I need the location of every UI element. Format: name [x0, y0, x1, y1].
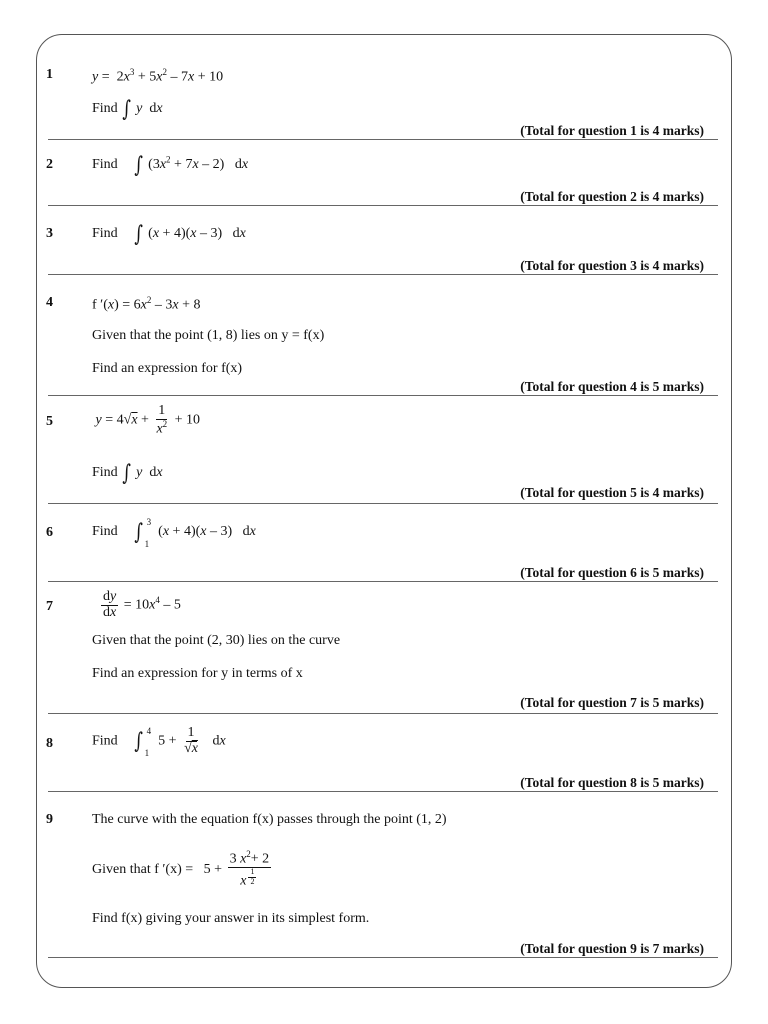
question-total: (Total for question 5 is 4 marks): [520, 485, 704, 500]
question-number: 7: [46, 599, 53, 614]
fraction: $\frac{dy}{dx}$: [103, 589, 117, 620]
question-number: 9: [46, 812, 53, 827]
q1-find: Find ∫ y dx: [92, 97, 163, 122]
divider: [48, 395, 718, 396]
divider: [48, 503, 718, 504]
q7-equation: $\frac{dy}{dx}$ = $10x^4 - 5$: [103, 589, 181, 620]
question-total: (Total for question 8 is 5 marks): [520, 775, 704, 790]
integral-sign: ∫: [134, 153, 144, 178]
find-label: Find: [92, 524, 118, 539]
question-number: 2: [46, 157, 53, 172]
question-total: (Total for question 9 is 7 marks): [520, 941, 704, 956]
q4-equation: f $'(x) = 6x^2 - 3x + 8$: [92, 295, 201, 313]
integral-sign: ∫: [122, 97, 132, 122]
integral-sign: ∫: [122, 461, 132, 486]
q9-intro: The curve with the equation f(x) passes through the point (1, 2): [92, 812, 447, 827]
given-equation: y = f(x): [281, 328, 325, 343]
find-label: Find: [92, 733, 118, 749]
divider: [48, 581, 718, 582]
question-number: 4: [46, 295, 53, 310]
given-text: Given that the point (1, 8) lies on: [92, 328, 278, 343]
find-label: Find: [92, 157, 118, 172]
find-label: Find: [92, 465, 118, 480]
fraction: 3 $x^2+ 2$ x $^{\frac{1}{2}}$: [229, 849, 270, 889]
q7-given: Given that the point (2, 30) lies on the curve: [92, 633, 341, 648]
question-number: 1: [46, 67, 53, 82]
question-total: (Total for question 3 is 4 marks): [520, 258, 704, 273]
fraction: $\frac{1}{√x}$: [184, 725, 198, 756]
find-label: Find: [92, 101, 118, 116]
q9-given: Given that f ′(x) = 5 + 3 $x^2+ 2$ x $^{\frac{1}{2}}$: [92, 849, 270, 889]
question-total: (Total for question 1 is 4 marks): [520, 123, 704, 138]
question-total: (Total for question 2 is 4 marks): [520, 189, 704, 204]
divider: [48, 957, 718, 958]
divider: [48, 791, 718, 792]
q5-equation: y = 4√x + $\frac{1}{x^2}$ + 10: [95, 403, 201, 437]
question-number: 6: [46, 525, 53, 540]
question-number: 3: [46, 226, 53, 241]
q4-given: [92, 328, 324, 344]
divider: [48, 274, 718, 275]
q9-find: Find f(x) giving your answer in its simplest form.: [92, 911, 370, 926]
q8-find: Find ∫ 4 1 5 + $\frac{1}{√x}$ dx: [92, 725, 226, 759]
q7-find: Find an expression for y in terms of x: [92, 666, 303, 681]
q5-find: Find ∫ y dx: [92, 461, 163, 486]
divider: [48, 139, 718, 140]
q4-find: Find an expression for f(x): [92, 361, 243, 376]
question-total: (Total for question 7 is 5 marks): [520, 695, 704, 710]
divider: [48, 205, 718, 206]
question-number: 8: [46, 736, 53, 751]
find-label: Find: [92, 226, 118, 241]
given-label: Given that f ′(x) =: [92, 862, 194, 878]
integral-sign: ∫: [134, 222, 144, 247]
question-number: 5: [46, 414, 53, 429]
q1-equation: $y = 2x^3 + 5x^2 - 7x + 10$: [92, 67, 224, 85]
q3-find: Find ∫ (x + 4)(x – 3) dx: [92, 222, 246, 247]
q2-find: Find ∫ $(3x^2 + 7x - 2)$ dx: [92, 153, 249, 178]
integral-sign: ∫: [134, 729, 144, 755]
question-total: (Total for question 4 is 5 marks): [520, 379, 704, 394]
divider: [48, 713, 718, 714]
question-total: (Total for question 6 is 5 marks): [520, 565, 704, 580]
integral-sign: ∫: [134, 520, 144, 545]
q6-find: Find ∫ 3 1 (x + 4)(x – 3) dx: [92, 517, 256, 549]
fraction: $\frac{1}{x^2}$: [156, 403, 168, 437]
